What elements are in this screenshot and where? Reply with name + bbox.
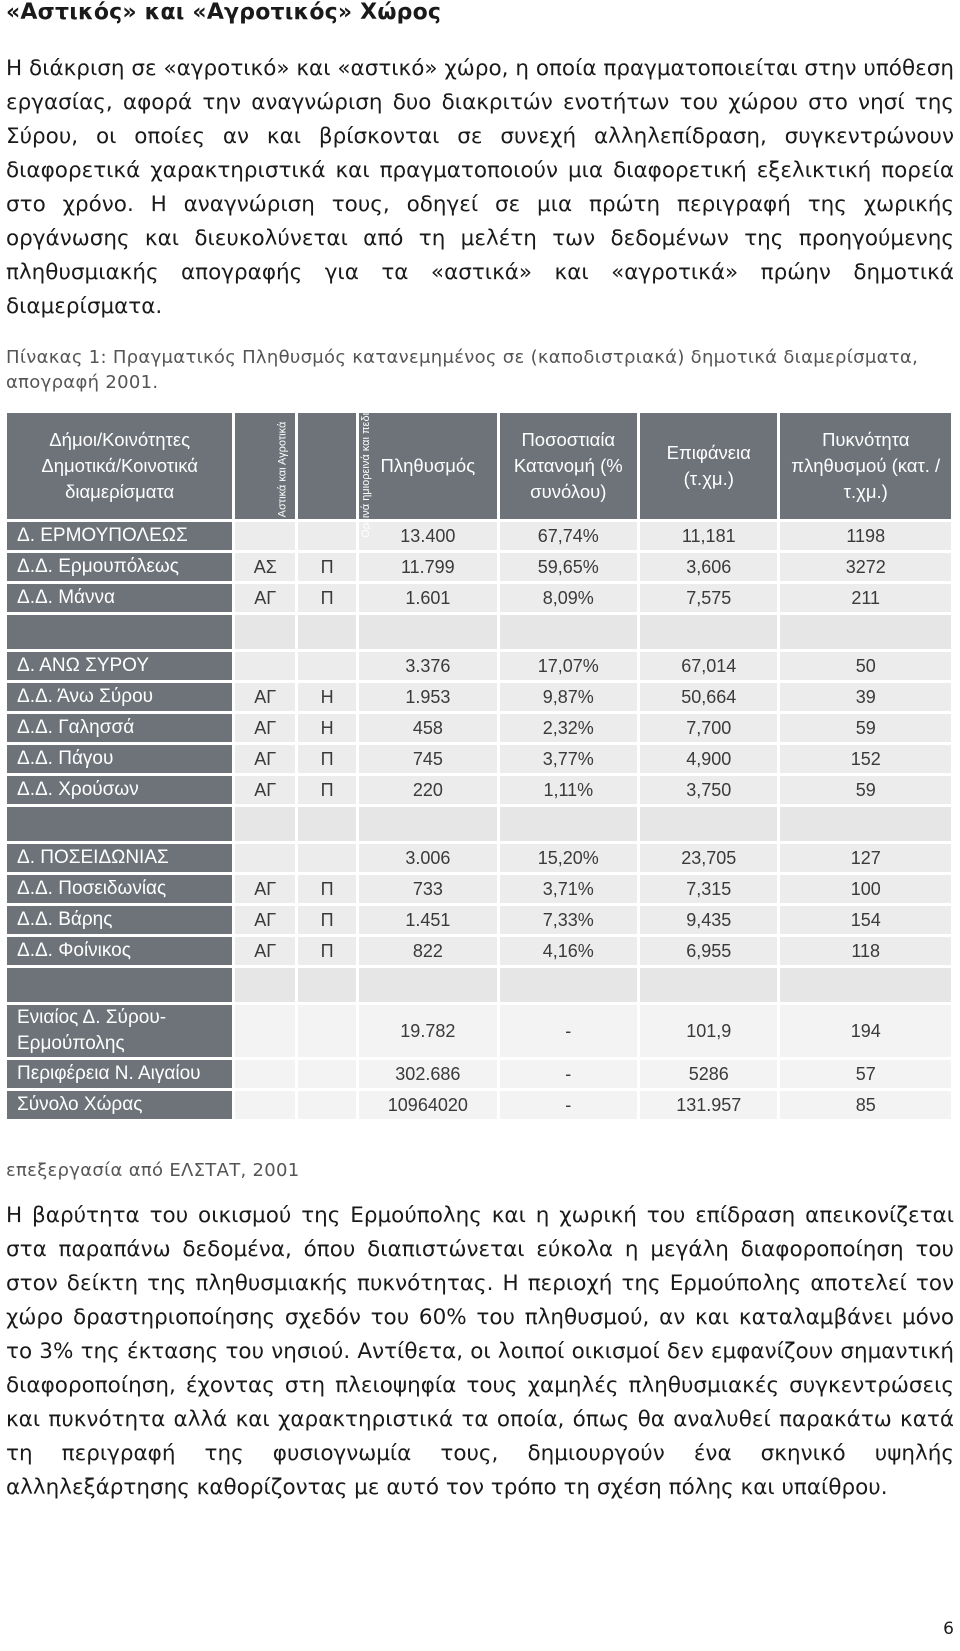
row-population: 10964020 <box>359 1091 496 1119</box>
table-row <box>7 844 951 872</box>
table-row <box>7 776 951 804</box>
row-population: 11.799 <box>359 553 496 581</box>
row-percent: 15,20% <box>500 844 637 872</box>
row-density: 59 <box>780 776 951 804</box>
row-name: Δ.Δ. Μάννα <box>7 584 232 612</box>
row-terrain: Π <box>298 906 356 934</box>
table-row <box>7 553 951 581</box>
row-population: 1.953 <box>359 683 496 711</box>
row-terrain: Η <box>298 714 356 742</box>
row-density: 100 <box>780 875 951 903</box>
row-population: 1.601 <box>359 584 496 612</box>
row-name: Σύνολο Χώρας <box>7 1091 232 1119</box>
row-name: Δ.Δ. Βάρης <box>7 906 232 934</box>
table-row <box>7 875 951 903</box>
row-terrain: Η <box>298 683 356 711</box>
spacer-cell <box>780 615 951 649</box>
row-type: ΑΓ <box>235 937 295 965</box>
row-area: 67,014 <box>640 652 777 680</box>
row-terrain <box>298 1091 356 1119</box>
spacer-cell <box>359 807 496 841</box>
table-row <box>7 937 951 965</box>
spacer-cell <box>640 615 777 649</box>
header-population: Πληθυσμός <box>359 413 496 519</box>
row-population: 733 <box>359 875 496 903</box>
row-density: 152 <box>780 745 951 773</box>
row-density: 59 <box>780 714 951 742</box>
row-percent: 4,16% <box>500 937 637 965</box>
row-type <box>235 1060 295 1088</box>
row-area: 101,9 <box>640 1005 777 1057</box>
row-percent: 67,74% <box>500 522 637 550</box>
row-density: 127 <box>780 844 951 872</box>
spacer-cell <box>500 807 637 841</box>
table-row <box>7 906 951 934</box>
row-type <box>235 522 295 550</box>
row-name: Δ.Δ. Γαλησσά <box>7 714 232 742</box>
row-terrain <box>298 844 356 872</box>
spacer-cell <box>780 807 951 841</box>
table-header-row <box>7 413 951 519</box>
row-area: 7,315 <box>640 875 777 903</box>
row-type <box>235 1005 295 1057</box>
row-name: Ενιαίος Δ. Σύρου-Ερμούπολης <box>7 1005 232 1057</box>
table-row <box>7 522 951 550</box>
spacer-cell <box>7 968 232 1002</box>
row-type: ΑΓ <box>235 584 295 612</box>
table-row <box>7 652 951 680</box>
row-percent: 17,07% <box>500 652 637 680</box>
row-type <box>235 1091 295 1119</box>
row-terrain: Π <box>298 584 356 612</box>
row-area: 23,705 <box>640 844 777 872</box>
table-row <box>7 745 951 773</box>
row-type: ΑΓ <box>235 745 295 773</box>
table-spacer-row <box>7 615 951 649</box>
row-population: 1.451 <box>359 906 496 934</box>
table-row <box>7 1005 951 1057</box>
row-population: 220 <box>359 776 496 804</box>
spacer-cell <box>298 807 356 841</box>
header-area: Επιφάνεια (τ.χμ.) <box>640 413 777 519</box>
row-type: ΑΣ <box>235 553 295 581</box>
row-area: 50,664 <box>640 683 777 711</box>
row-density: 85 <box>780 1091 951 1119</box>
row-terrain: Π <box>298 553 356 581</box>
row-population: 13.400 <box>359 522 496 550</box>
row-area: 6,955 <box>640 937 777 965</box>
row-percent: 3,77% <box>500 745 637 773</box>
header-terrain <box>298 401 373 538</box>
row-type: ΑΓ <box>235 683 295 711</box>
row-area: 5286 <box>640 1060 777 1088</box>
row-percent: - <box>500 1060 637 1088</box>
spacer-cell <box>359 968 496 1002</box>
header-density: Πυκνότητα πληθυσμού (κατ. / τ.χμ.) <box>780 413 951 519</box>
spacer-cell <box>235 807 295 841</box>
table-spacer-row <box>7 968 951 1002</box>
spacer-cell <box>500 968 637 1002</box>
row-density: 194 <box>780 1005 951 1057</box>
row-density: 1198 <box>780 522 951 550</box>
row-name: Δ.Δ. Πάγου <box>7 745 232 773</box>
row-density: 118 <box>780 937 951 965</box>
spacer-cell <box>235 968 295 1002</box>
row-area: 7,700 <box>640 714 777 742</box>
row-name: Δ. ΕΡΜΟΥΠΟΛΕΩΣ <box>7 522 232 550</box>
table-spacer-row <box>7 807 951 841</box>
page-number: 6 <box>943 1619 954 1639</box>
header-terrain-label: Ορεινά ημιορεινά και πεδινά <box>360 401 373 538</box>
row-percent: 1,11% <box>500 776 637 804</box>
row-percent: 8,09% <box>500 584 637 612</box>
row-terrain <box>298 1060 356 1088</box>
intro-paragraph: Η διάκριση σε «αγροτικό» και «αστικό» χώρο, η οποία πραγματοποιείται στην υπόθεση εργασίας, αφορά την αναγνώριση δυο διακριτών ενοτήτων του χώρου στο νησί της Σύρου, οι οποίες αν και βρίσκονται σε συνεχή αλληλεπίδραση, συγκεντρώνουν διαφορετικά χαρακτηριστικά και πραγματοποιούν μια διαφορετική εξελικτική πορεία στο χρόνο. Η αναγνώριση τους, οδηγεί σε μια πρώτη περιγραφή της χωρικής οργάνωσης και διευκολύνεται από τη μελέτη των δεδομένων της προηγούμενης πληθυσμιακής απογραφής για τα «αστικά» και «αγροτικά» πρώην δημοτικά διαμερίσματα. <box>6 56 954 319</box>
row-density: 211 <box>780 584 951 612</box>
row-area: 11,181 <box>640 522 777 550</box>
row-terrain <box>298 1005 356 1057</box>
row-density: 154 <box>780 906 951 934</box>
row-area: 9,435 <box>640 906 777 934</box>
spacer-cell <box>235 615 295 649</box>
spacer-cell <box>500 615 637 649</box>
row-type: ΑΓ <box>235 714 295 742</box>
row-area: 4,900 <box>640 745 777 773</box>
row-terrain: Π <box>298 937 356 965</box>
row-terrain: Π <box>298 875 356 903</box>
row-terrain: Π <box>298 776 356 804</box>
row-area: 3,750 <box>640 776 777 804</box>
table-row <box>7 1091 951 1119</box>
row-percent: - <box>500 1091 637 1119</box>
row-name: Δ.Δ. Φοίνικος <box>7 937 232 965</box>
section-heading: «Αστικός» και «Αγροτικός» Χώρος <box>6 0 442 25</box>
row-terrain <box>298 652 356 680</box>
row-population: 458 <box>359 714 496 742</box>
row-density: 3272 <box>780 553 951 581</box>
spacer-cell <box>298 968 356 1002</box>
table-caption: Πίνακας 1: Πραγματικός Πληθυσμός κατανεμημένος σε (καποδιστριακά) δημοτικά διαμερίσματα, απογραφή 2001. <box>6 347 919 393</box>
row-name: Δ.Δ. Ποσειδωνίας <box>7 875 232 903</box>
row-percent: 7,33% <box>500 906 637 934</box>
spacer-cell <box>298 615 356 649</box>
table-row <box>7 683 951 711</box>
row-type: ΑΓ <box>235 776 295 804</box>
row-percent: 9,87% <box>500 683 637 711</box>
row-terrain <box>298 522 356 550</box>
row-population: 822 <box>359 937 496 965</box>
row-type: ΑΓ <box>235 875 295 903</box>
spacer-cell <box>780 968 951 1002</box>
header-type <box>235 413 295 519</box>
row-name: Δ. ΠΟΣΕΙΔΩΝΙΑΣ <box>7 844 232 872</box>
spacer-cell <box>359 615 496 649</box>
table-row <box>7 584 951 612</box>
row-name: Περιφέρεια Ν. Αιγαίου <box>7 1060 232 1088</box>
header-name: Δήμοι/Κοινότητες Δημοτικά/Κοινοτικά διαμερίσματα <box>7 413 232 519</box>
row-percent: 3,71% <box>500 875 637 903</box>
row-type <box>235 652 295 680</box>
row-population: 3.006 <box>359 844 496 872</box>
row-name: Δ.Δ. Άνω Σύρου <box>7 683 232 711</box>
table-source-note: επεξεργασία από ΕΛΣΤΑΤ, 2001 <box>6 1160 300 1181</box>
spacer-cell <box>640 807 777 841</box>
spacer-cell <box>7 615 232 649</box>
row-percent: 59,65% <box>500 553 637 581</box>
row-name: Δ.Δ. Χρούσων <box>7 776 232 804</box>
row-area: 131.957 <box>640 1091 777 1119</box>
row-name: Δ.Δ. Ερμουπόλεως <box>7 553 232 581</box>
row-type <box>235 844 295 872</box>
header-type-label: Αστικά και Αγροτικά <box>276 421 289 518</box>
table-row <box>7 1060 951 1088</box>
spacer-cell <box>7 807 232 841</box>
row-area: 7,575 <box>640 584 777 612</box>
row-area: 3,606 <box>640 553 777 581</box>
row-percent: 2,32% <box>500 714 637 742</box>
row-density: 57 <box>780 1060 951 1088</box>
row-terrain: Π <box>298 745 356 773</box>
spacer-cell <box>640 968 777 1002</box>
population-table <box>4 401 954 1122</box>
row-density: 50 <box>780 652 951 680</box>
row-population: 745 <box>359 745 496 773</box>
row-population: 19.782 <box>359 1005 496 1057</box>
header-percent: Ποσοστιαία Κατανομή (% συνόλου) <box>500 413 637 519</box>
analysis-paragraph: Η βαρύτητα του οικισμού της Ερμούπολης και η χωρική του επίδραση απεικονίζεται στα παραπάνω δεδομένα, όπου διαπιστώνεται εύκολα η μεγάλη διαφοροποίηση του στον δείκτη της πληθυσμιακής πυκνότητας. Η περιοχή της Ερμούπολης αποτελεί τον χώρο δραστηριοποίησης σχεδόν του 60% του πληθυσμού, αν και καταλαμβάνει μόνο το 3% της έκτασης του νησιού. Αντίθετα, οι λοιποί οικισμοί δεν εμφανίζουν σημαντική διαφοροποίηση, έχοντας στη πλειοψηφία τους χαμηλές πληθυσμιακές συγκεντρώσεις και πυκνότητα αλλά και χαρακτηριστικά τα οποία, όπως θα αναλυθεί παρακάτω κατά τη περιγραφή της φυσιογνωμία τους, δημιουργούν ένα σκηνικό υψηλής αλληλεξάρτησης καθορίζοντας με αυτό τον τρόπο τη σχέση πόλης και υπαίθρου. <box>6 1203 954 1500</box>
row-name: Δ. ΑΝΩ ΣΥΡΟΥ <box>7 652 232 680</box>
table-row <box>7 714 951 742</box>
row-density: 39 <box>780 683 951 711</box>
row-type: ΑΓ <box>235 906 295 934</box>
row-population: 3.376 <box>359 652 496 680</box>
row-percent: - <box>500 1005 637 1057</box>
row-population: 302.686 <box>359 1060 496 1088</box>
